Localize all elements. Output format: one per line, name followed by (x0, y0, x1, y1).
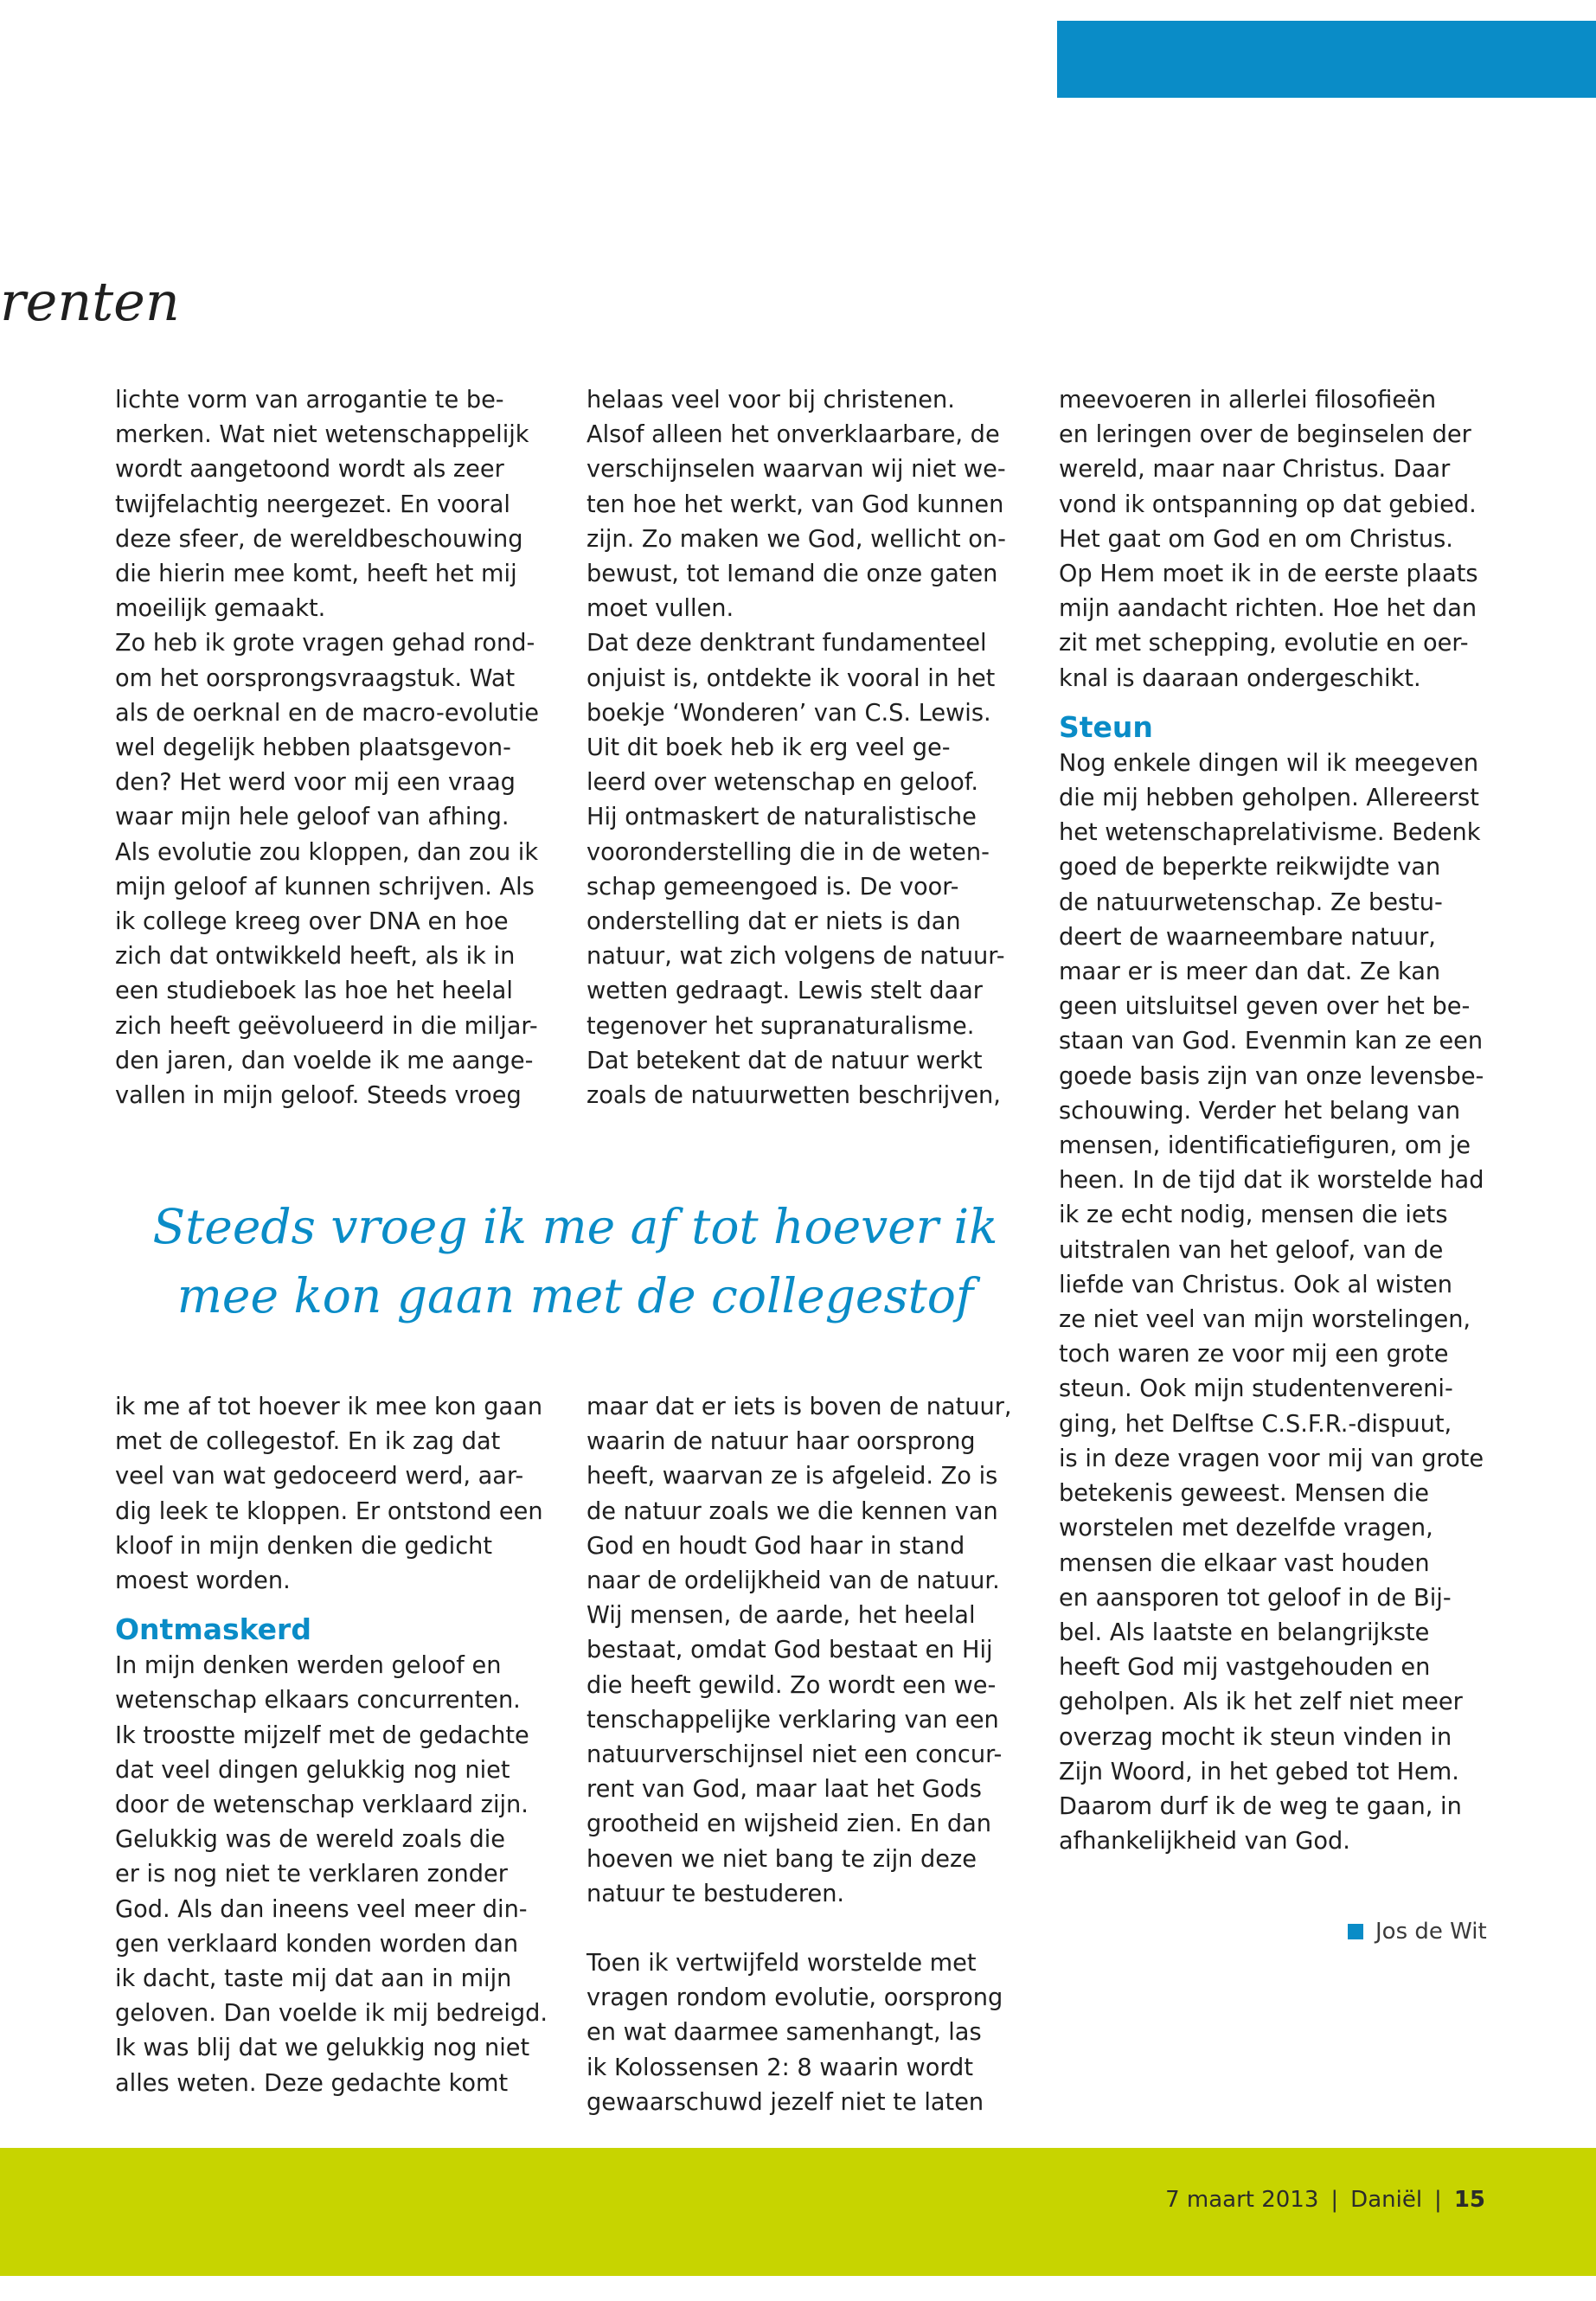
text-line: en aansporen tot geloof in de Bij- (1059, 1584, 1452, 1612)
text-line: die hierin mee komt, heeft het mij (115, 561, 517, 588)
text-line: en leringen over de beginselen der (1059, 421, 1471, 449)
text-line: vragen rondom evolutie, oorsprong (586, 1984, 1003, 2012)
text-line: knal is daaraan ondergeschikt. (1059, 664, 1421, 692)
text-line: vond ik ontspanning op dat gebied. (1059, 490, 1477, 518)
text-line: geen uitsluitsel geven over het be- (1059, 993, 1471, 1021)
text-line: vallen in mijn geloof. Steeds vroeg (115, 1082, 522, 1110)
text-line: veel van wat gedoceerd werd, aar- (115, 1463, 524, 1490)
text-line: Gelukkig was de wereld zoals die (115, 1826, 506, 1854)
text-line: onderstelling dat er niets is dan (586, 908, 961, 936)
text-line: dig leek te kloppen. Er ontstond een (115, 1497, 543, 1525)
text-line: Nog enkele dingen wil ik meegeven (1059, 749, 1479, 777)
text-line: zich dat ontwikkeld heeft, als ik in (115, 943, 516, 971)
column-1-bottom (115, 1390, 548, 2101)
text-line: moeilijk gemaakt. (115, 595, 326, 623)
text-line: deert de waarneembare natuur, (1059, 923, 1436, 951)
text-line: maar dat er iets is boven de natuur, (586, 1394, 1012, 1420)
text-line: zich heeft geëvolueerd in die miljar- (115, 1012, 538, 1040)
text-line: deze sfeer, de wereldbeschouwing (115, 525, 523, 553)
text-line: betekenis geweest. Mensen die (1059, 1480, 1429, 1508)
text-line: Ik was blij dat we gelukkig nog niet (115, 2035, 530, 2062)
text-line: lichte vorm van arrogantie te be- (115, 387, 504, 413)
text-line: God. Als dan ineens veel meer din- (115, 1895, 528, 1923)
footer-separator: | (1330, 2187, 1339, 2213)
text-line: heeft God mij vastgehouden en (1059, 1654, 1431, 1682)
text-line: het wetenschaprelativisme. Bedenk (1059, 819, 1481, 847)
text-line: natuur, wat zich volgens de natuur- (586, 943, 1005, 971)
pull-quote (112, 1192, 1038, 1330)
text-line: Daarom durf ik de weg te gaan, in (1059, 1792, 1462, 1820)
text-line: toch waren ze voor mij een grote (1059, 1341, 1449, 1368)
text-line: de natuur zoals we die kennen van (586, 1497, 998, 1525)
text-line: maar er is meer dan dat. Ze kan (1059, 958, 1441, 986)
text-line: helaas veel voor bij christenen. (586, 387, 955, 413)
magazine-name: Daniël (1350, 2187, 1423, 2213)
text-line: door de wetenschap verklaard zijn. (115, 1791, 529, 1819)
issue-date: 7 maart 2013 (1165, 2187, 1319, 2213)
text-line: Als evolutie zou kloppen, dan zou ik (115, 838, 539, 866)
page-number: 15 (1453, 2187, 1485, 2213)
text-line: geholpen. Als ik het zelf niet meer (1059, 1689, 1463, 1716)
text-line: rent van God, maar laat het Gods (586, 1776, 982, 1804)
text-line: moet vullen. (586, 595, 734, 623)
text-line: ik dacht, taste mij dat aan in mijn (115, 1965, 512, 1993)
text-line: den? Het werd voor mij een vraag (115, 769, 516, 797)
column-1-top (115, 383, 539, 1113)
text-line: wetenschap elkaars concurrenten. (115, 1687, 521, 1715)
text-line: gen verklaard konden worden dan (115, 1930, 519, 1958)
text-line: merken. Wat niet wetenschappelijk (115, 421, 529, 449)
text-line: er is nog niet te verklaren zonder (115, 1861, 508, 1888)
text-line: mensen, identificatiefiguren, om je (1059, 1132, 1471, 1160)
text-line: bel. Als laatste en belangrijkste (1059, 1618, 1430, 1646)
text-line: ik me af tot hoever ik mee kon gaan (115, 1394, 543, 1420)
text-line: leerd over wetenschap en geloof. (586, 769, 978, 797)
paragraph-lines (115, 1649, 548, 2101)
text-line: Zijn Woord, in het gebed tot Hem. (1059, 1758, 1459, 1785)
text-line: Toen ik vertwijfeld worstelde met (586, 1950, 977, 1977)
text-line: goede basis zijn van onze levensbe- (1059, 1062, 1484, 1090)
text-line: natuurverschijnsel niet een concur- (586, 1741, 1003, 1769)
paragraph-lines (1059, 747, 1484, 1860)
text-line: Dat betekent dat de natuur werkt (586, 1047, 983, 1074)
text-line: Wij mensen, de aarde, het heelal (586, 1602, 976, 1630)
text-line: Op Hem moet ik in de eerste plaats (1059, 561, 1478, 588)
text-line: wereld, maar naar Christus. Daar (1059, 456, 1451, 484)
text-line: overzag mocht ik steun vinden in (1059, 1723, 1452, 1751)
paragraph-lines (586, 1946, 1012, 2120)
text-line: mijn geloof af kunnen schrijven. Als (115, 873, 535, 901)
text-line: Dat deze denktrant fundamenteel (586, 630, 987, 657)
paragraph-lines (586, 383, 1006, 1113)
text-line: waar mijn hele geloof van afhing. (115, 804, 510, 831)
header-color-bar (1057, 21, 1596, 98)
text-line: worstelen met dezelfde vragen, (1059, 1515, 1433, 1542)
text-line: gewaarschuwd jezelf niet te laten (586, 2088, 984, 2116)
text-line: zijn. Zo maken we God, wellicht on- (586, 525, 1006, 553)
paragraph-lines (586, 1390, 1012, 1912)
text-line: Zo heb ik grote vragen gehad rond- (115, 630, 535, 657)
text-line: die heeft gewild. Zo wordt een we- (586, 1671, 997, 1699)
text-line: mensen die elkaar vast houden (1059, 1549, 1430, 1577)
text-line: Uit dit boek heb ik erg veel ge- (586, 734, 951, 762)
text-line: meevoeren in allerlei filosofieën (1059, 387, 1437, 413)
article-headline: renten (0, 270, 180, 333)
author-credit (1348, 1914, 1487, 1949)
author-name: Jos de Wit (1375, 1919, 1487, 1945)
column-2-bottom (586, 1390, 1012, 2120)
text-line: waarin de natuur haar oorsprong (586, 1428, 976, 1456)
text-line: Het gaat om God en om Christus. (1059, 525, 1453, 553)
text-line: goed de beperkte reikwijdte van (1059, 854, 1441, 881)
text-line: een studieboek las hoe het heelal (115, 977, 513, 1005)
text-line: mijn aandacht richten. Hoe het dan (1059, 595, 1477, 623)
text-line: ik ze echt nodig, mensen die iets (1059, 1202, 1448, 1229)
text-line: grootheid en wijsheid zien. En dan (586, 1811, 991, 1838)
paragraph-gap (586, 1912, 1012, 1946)
text-line: ze niet veel van mijn worstelingen, (1059, 1306, 1471, 1334)
text-line: kloof in mijn denken die gedicht (115, 1532, 493, 1560)
column-2-top (586, 383, 1006, 1113)
text-line: heen. In de tijd dat ik worstelde had (1059, 1167, 1484, 1195)
text-line: onjuist is, ontdekte ik vooral in het (586, 664, 996, 692)
paragraph-lines (115, 1390, 548, 1599)
text-line: steun. Ook mijn studentenvereni- (1059, 1375, 1453, 1403)
column-3 (1059, 383, 1484, 1859)
text-line: liefde van Christus. Ook al wisten (1059, 1271, 1452, 1298)
text-line: vooronderstelling die in de weten- (586, 838, 990, 866)
text-line: is in deze vragen voor mij van grote (1059, 1445, 1484, 1472)
text-line: zit met schepping, evolutie en oer- (1059, 630, 1469, 657)
text-line: ik Kolossensen 2: 8 waarin wordt (586, 2054, 973, 2081)
text-line: Alsof alleen het onverklaarbare, de (586, 421, 1000, 449)
text-line: naar de ordelijkheid van de natuur. (586, 1567, 1000, 1595)
text-line: die mij hebben geholpen. Allereerst (1059, 785, 1479, 812)
text-line: Steeds vroeg ik me af tot hoever ik (152, 1199, 998, 1254)
text-line: Ik troostte mijzelf met de gedachte (115, 1721, 529, 1749)
text-line: heeft, waarvan ze is afgeleid. Zo is (586, 1463, 998, 1490)
text-line: de natuurwetenschap. Ze bestu- (1059, 888, 1443, 916)
text-line: schap gemeengoed is. De voor- (586, 873, 959, 901)
text-line: staan van God. Evenmin kan ze een (1059, 1028, 1484, 1055)
text-line: met de collegestof. En ik zag dat (115, 1428, 501, 1456)
text-line: geloven. Dan voelde ik mij bedreigd. (115, 2000, 548, 2028)
author-square-icon (1348, 1924, 1363, 1939)
text-line: uitstralen van het geloof, van de (1059, 1236, 1444, 1264)
text-line: God en houdt God haar in stand (586, 1532, 965, 1560)
subheading-ontmaskerd: Ontmaskerd (115, 1612, 311, 1647)
text-line: tegenover het supranaturalisme. (586, 1012, 975, 1040)
text-line: om het oorsprongsvraagstuk. Wat (115, 664, 516, 692)
text-line: tenschappelijke verklaring van een (586, 1706, 999, 1734)
text-line: bewust, tot Iemand die onze gaten (586, 561, 998, 588)
text-line: als de oerknal en de macro-evolutie (115, 699, 540, 727)
text-line: ik college kreeg over DNA en hoe (115, 908, 509, 936)
text-line: bestaat, omdat God bestaat en Hij (586, 1637, 993, 1664)
text-line: natuur te bestuderen. (586, 1880, 845, 1907)
text-line: hoeven we niet bang te zijn deze (586, 1845, 977, 1873)
text-line: wordt aangetoond wordt als zeer (115, 456, 504, 484)
text-line: wetten gedraagt. Lewis stelt daar (586, 977, 983, 1005)
paragraph-lines (115, 383, 539, 1113)
footer-info (1165, 2184, 1485, 2215)
text-line: dat veel dingen gelukkig nog niet (115, 1756, 510, 1784)
footer-separator: | (1434, 2187, 1442, 2213)
text-line: wel degelijk hebben plaatsgevon- (115, 734, 511, 762)
text-line: mee kon gaan met de collegestof (176, 1268, 974, 1324)
text-line: den jaren, dan voelde ik me aange- (115, 1047, 534, 1074)
paragraph-lines (1059, 383, 1484, 696)
pull-quote-lines (112, 1192, 1038, 1330)
text-line: moest worden. (115, 1567, 291, 1595)
text-line: ten hoe het werkt, van God kunnen (586, 490, 1004, 518)
text-line: boekje ‘Wonderen’ van C.S. Lewis. (586, 699, 991, 727)
text-line: twijfelachtig neergezet. En vooral (115, 490, 510, 518)
text-line: verschijnselen waarvan wij niet we- (586, 456, 1006, 484)
text-line: In mijn denken werden geloof en (115, 1652, 502, 1680)
text-line: Hij ontmaskert de naturalistische (586, 804, 977, 831)
text-line: ging, het Delftse C.S.F.R.-dispuut, (1059, 1410, 1452, 1438)
text-line: alles weten. Deze gedachte komt (115, 2069, 509, 2097)
text-line: schouwing. Verder het belang van (1059, 1097, 1461, 1125)
text-line: en wat daarmee samenhangt, las (586, 2019, 982, 2047)
subheading-steun: Steun (1059, 709, 1153, 744)
text-line: afhankelijkheid van God. (1059, 1828, 1350, 1856)
text-line: zoals de natuurwetten beschrijven, (586, 1082, 1001, 1110)
